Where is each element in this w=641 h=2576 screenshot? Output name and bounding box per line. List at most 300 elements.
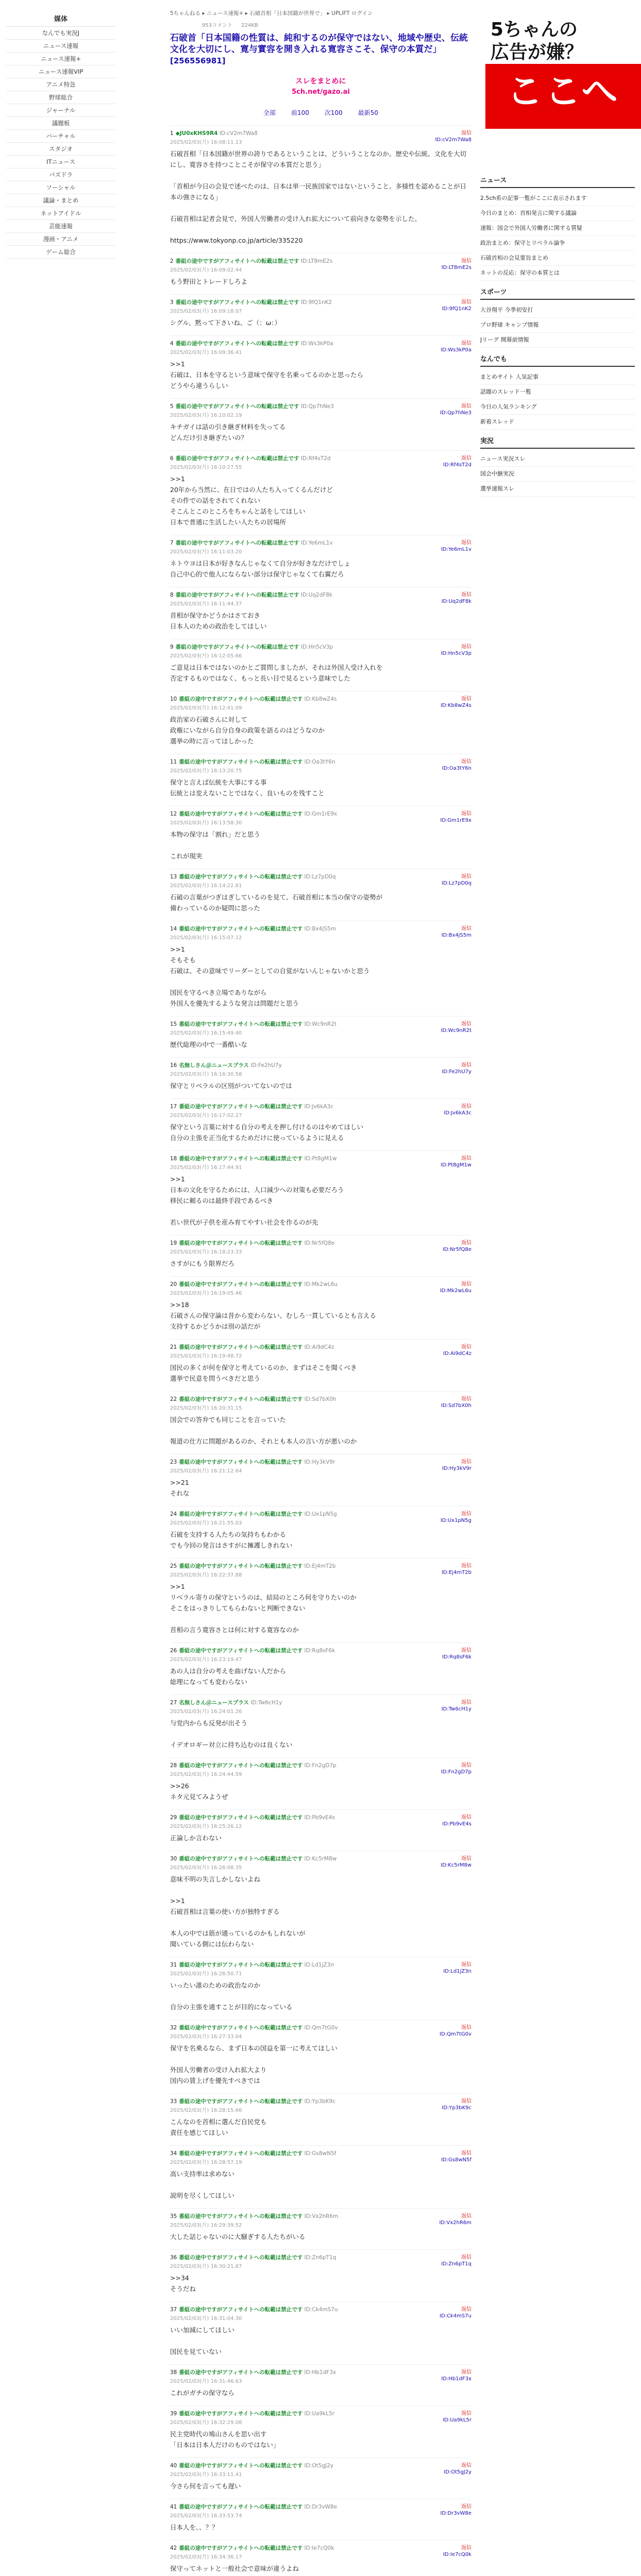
post-date: 2025/02/03(月) 16:33:11.41 [170,2472,242,2478]
post-number[interactable]: 42 [170,2545,177,2551]
post-number[interactable]: 39 [170,2411,177,2417]
post-number[interactable]: 11 [170,759,177,765]
post-number[interactable]: 32 [170,2025,177,2031]
post-actions [443,2410,471,2424]
reply-link[interactable]: 返信 [461,2504,471,2510]
reply-link[interactable]: 返信 [461,130,471,136]
post-body: 保守と言えば伝統を大事にする事 伝統とは変えないことではなく、良いものを残すこと [170,778,325,797]
post-actions [444,2462,471,2476]
post-author: 番組の途中ですがアフィサイトへの転載は禁止です [179,2504,303,2510]
post-id[interactable]: ID:Jv6kA3c [304,1104,334,1110]
thread-title[interactable] [170,32,471,66]
post [170,2208,471,2249]
reply-link[interactable]: 返信 [461,1104,471,1109]
id-link[interactable]: ID:Lz7pD0q [442,880,471,886]
post-id[interactable]: ID:Mk2wL6u [304,1281,338,1287]
post-number[interactable]: 26 [170,1648,177,1654]
thread-main [170,9,471,2576]
id-link[interactable]: ID:Hn5cV3p [441,651,471,656]
post-number[interactable]: 21 [170,1344,177,1350]
reply-link[interactable]: 返信 [461,258,471,264]
post-date: 2025/02/03(月) 16:16:30.58 [170,1072,242,1077]
post-body: 石破首相「日本国籍が世界の誇りであるということは、どういうことなのか。歴史や伝統、文化を大切にし、寛容さを持つことこそが保守の本質だと思う」 「首相が今日の会見で述べたのは、日本は単一民族国家ではないということ。多様性を認めることが日本の強さになる」 石破首相は記者会見で、外国人労働者の受け入れ拡大について前向きな姿勢を示した。 https://www.tokyonp.co.jp/article/335220 [170,150,467,244]
post-header [170,2503,471,2511]
sidebar-item[interactable]: 芸能速報 [6,220,115,233]
post-id[interactable]: ID:Ye6mL1v [300,540,333,546]
sidebar-item[interactable]: スタジオ [6,143,115,156]
post [170,1506,471,1558]
banner[interactable] [170,76,471,96]
post-number[interactable]: 41 [170,2504,177,2510]
post-header [170,1855,471,1862]
banner-line-2[interactable]: 5ch.net/gazo.ai [292,88,350,96]
post-author: 番組の途中ですがアフィサイトへの転載は禁止です [179,1104,303,1110]
reply-link[interactable]: 返信 [461,1648,471,1653]
post-header [170,1062,471,1069]
post-id[interactable]: ID:cV2m7Wa8 [219,130,258,137]
post-id[interactable]: ID:Qm7tG0v [304,2025,338,2031]
post-body: 保守を名乗るなら、まず日本の国益を第一に考えてほしい 外国人労働者の受け入れ拡大より 国内の賃上げを優先すべきでは [170,2044,338,2084]
sidebar-item[interactable]: ニュース速報 [6,40,115,53]
reply-link[interactable]: 返信 [461,2098,471,2104]
post-id[interactable]: ID:Vx2hR6m [304,2213,339,2219]
post-actions [442,591,471,605]
sidebar-item[interactable]: ネットアイドル [6,207,115,220]
post-actions [443,455,471,468]
post-number[interactable]: 1 [170,130,174,137]
post-id[interactable]: ID:Ck4mS7u [304,2307,338,2313]
id-link[interactable]: ID:Zn6pT1q [441,2261,471,2267]
post-header [170,1961,471,1969]
post-id[interactable]: ID:Gm1rE9x [304,811,338,817]
post [170,1057,471,1098]
id-link[interactable]: ID:Ot5gJ2y [444,2469,471,2475]
reply-link[interactable]: 返信 [461,341,471,346]
id-link[interactable]: ID:Nr5fQ8e [443,1247,471,1252]
ad-banner[interactable] [485,15,641,129]
post-id[interactable]: ID:Lz7pD0q [304,874,336,880]
post-id[interactable]: ID:Hn5cV3p [300,644,333,650]
post-number[interactable]: 23 [170,1459,177,1465]
post-date: 2025/02/03(月) 16:17:02.27 [170,1113,242,1118]
post-header [170,130,471,137]
rsidebar-section-title: 実況 [480,437,635,449]
post-id[interactable]: ID:Fn2gD7p [304,1762,336,1769]
id-link[interactable]: ID:Rf4sT2d [443,462,471,468]
sidebar-item[interactable]: 野球総合 [6,91,115,104]
rsidebar-item[interactable]: 話題のスレッド一覧 [480,385,635,400]
post-number[interactable]: 35 [170,2213,177,2219]
rsidebar-item[interactable]: Jリーグ 開幕前情報 [480,333,635,348]
reply-link[interactable]: 返信 [461,455,471,461]
post-date: 2025/02/03(月) 16:09:18.07 [170,309,242,314]
post-date: 2025/02/03(月) 16:29:39.52 [170,2223,242,2228]
post-actions [442,1459,471,1472]
rsidebar-item[interactable]: 国会中継実況 [480,467,635,482]
post-header [170,340,471,347]
reply-link[interactable]: 返信 [461,1240,471,1246]
reply-link[interactable]: 返信 [461,759,471,765]
id-link[interactable]: ID:Rq8sF6k [442,1654,471,1660]
post-date: 2025/02/03(月) 16:10:02.19 [170,413,242,418]
sidebar-item[interactable]: パズドラ [6,168,115,181]
id-link[interactable]: ID:Qp7hNe3 [440,410,471,416]
post-id[interactable]: ID:Pb9vE4s [304,1815,335,1821]
post-number[interactable]: 19 [170,1240,177,1246]
post-id[interactable]: ID:Ws3kP0a [300,341,333,347]
reply-link[interactable]: 返信 [461,1563,471,1569]
rsidebar-section-title: スポーツ [480,288,635,300]
post-body: 保守ってネットと一般社会で意味が違うよね [170,2565,299,2572]
post-id[interactable]: ID:Ld1jZ3n [304,1962,334,1968]
rsidebar-section-title: ニュース [480,176,635,188]
post-number[interactable]: 13 [170,874,177,880]
post-id[interactable]: ID:Kc5rM8w [304,1856,337,1862]
post-body: 高い支持率は求めない 説明を尽くしてほしい [170,2170,235,2199]
post-id[interactable]: ID:Uq2dF8k [300,592,333,598]
post-body: あの人は自分の考えを曲げない人だから 総理になっても変わらない [170,1667,286,1686]
post-number[interactable]: 6 [170,455,174,462]
post-body: >>1 そもそも 石破は、その意味でリーダーとしての自覚がないんじゃないかと思う 国民を守るべき立場でありながら 外国人を優先するような発言は問題だと思う [170,945,370,1007]
post-number[interactable]: 4 [170,341,174,347]
rsidebar-item[interactable]: まとめサイト 人気記事 [480,370,635,385]
rsidebar-item[interactable]: ネットの反応：保守の本質とは [480,266,635,281]
reply-link[interactable]: 返信 [461,696,471,702]
post-header [170,258,471,265]
thread-tabs [170,108,471,117]
post-header [170,2150,471,2157]
id-link[interactable]: ID:Oa3tY6n [442,766,471,771]
reply-link[interactable]: 返信 [461,2369,471,2375]
reply-link[interactable]: 返信 [461,592,471,598]
reply-link[interactable]: 返信 [461,1962,471,1968]
rsidebar-item[interactable]: 今日の人気ランキング [480,400,635,415]
id-link[interactable]: ID:9fQ1nK2 [442,306,471,312]
post [170,869,471,921]
post-author: 番組の途中ですがアフィサイトへの転載は禁止です [179,1563,303,1569]
post-id[interactable]: ID:Ej4mT2b [304,1563,336,1569]
tab-next-100[interactable]: 次100 [324,109,343,116]
post-number[interactable]: 38 [170,2369,177,2376]
post-number[interactable]: 22 [170,1396,177,1402]
tab-all[interactable]: 全部 [263,109,276,116]
post-id[interactable]: ID:9fQ1nK2 [300,299,332,306]
id-link[interactable]: ID:Ai9dC4z [443,1351,471,1357]
sidebar-item[interactable]: バーチャル [6,130,115,143]
post-actions [443,2545,471,2558]
post-number[interactable]: 14 [170,926,177,932]
post-body: いったい誰のための政治なのか 自分の主張を通すことが目的になっている [170,1981,293,2011]
id-link[interactable]: ID:Wc9nR2t [441,1028,471,1033]
post-id[interactable]: ID:Rq8sF6k [304,1648,335,1654]
reply-link[interactable]: 返信 [461,811,471,817]
post-actions [443,1961,471,1975]
id-link[interactable]: ID:Gm1rE9x [440,818,471,823]
breadcrumb[interactable]: 5ちゃんねる ▸ ニュース速報+ ▸ 石破首相「日本国籍が世界で」 ▸ UPLIFT ログイン [170,10,373,16]
post-date: 2025/02/03(月) 16:08:11.13 [170,140,242,145]
post [170,691,471,754]
id-link[interactable]: ID:Dr3vW8e [440,2511,471,2516]
post-body: もう野田とトレードしろよ [170,278,248,285]
reply-link[interactable]: 返信 [461,403,471,409]
post-id[interactable]: ID:Wc9nR2t [304,1021,336,1027]
reply-link[interactable]: 返信 [461,644,471,650]
reply-link[interactable]: 返信 [461,1062,471,1068]
id-link[interactable]: ID:Yp3bK9c [442,2105,471,2111]
post-number[interactable]: 16 [170,1062,177,1069]
id-link[interactable]: ID:Ye6mL1v [441,547,471,552]
post-number[interactable]: 18 [170,1156,177,1162]
post-number[interactable]: 37 [170,2307,177,2313]
id-link[interactable]: ID:Ua9kL5r [443,2417,471,2423]
id-link[interactable]: ID:cV2m7Wa8 [435,137,471,143]
post-number[interactable]: 20 [170,1281,177,1287]
post-number[interactable]: 40 [170,2463,177,2469]
reply-link[interactable]: 返信 [461,1762,471,1768]
post-body: >>1 石破は、日本を守るという意味で保守を名乗ってるのかと思ったら どうやら違うらしい [170,360,364,389]
post-author: 番組の途中ですがアフィサイトへの転載は禁止です [175,592,299,598]
post-id[interactable]: ID:Gs8wN5f [304,2150,336,2157]
id-link[interactable]: ID:Hy3kV9r [442,1466,471,1471]
sidebar-item[interactable]: ゲーム総合 [6,246,115,259]
post-body: 与党内からも反発が出そう イデオロギー対立に持ち込むのは良くない [170,1719,293,1749]
reply-link[interactable]: 返信 [461,2025,471,2030]
post-author: 番組の途中ですがアフィサイトへの転載は禁止です [179,1344,303,1350]
id-link[interactable]: ID:Pb9vE4s [442,1821,471,1827]
post [170,2020,471,2093]
post-number[interactable]: 9 [170,644,174,650]
post [170,754,471,806]
reply-link[interactable]: 返信 [461,2307,471,2312]
id-link[interactable]: ID:Qm7tG0v [440,2031,471,2037]
rsidebar-item[interactable]: 今日のまとめ：首相発言に関する議論 [480,206,635,221]
post-header [170,873,471,880]
post-body: ネトウヨは日本が好きなんじゃなくて自分が好きなだけでしょ 自己中心的で他人にならない部分は保守じゃなくて右翼だろ [170,560,351,578]
post-id[interactable]: ID:Yp3bK9c [304,2098,336,2105]
post-header [170,2369,471,2376]
post-date: 2025/02/03(月) 16:14:22.81 [170,883,242,889]
rsidebar-item[interactable]: ニュース実況スレ [480,452,635,467]
post-date: 2025/02/03(月) 16:11:03.20 [170,549,242,555]
id-link[interactable]: ID:Uq2dF8k [441,599,471,604]
post-actions [440,2503,471,2517]
post-actions [442,1699,471,1713]
reply-link[interactable]: 返信 [461,540,471,546]
id-link[interactable]: ID:Jv6kA3c [444,1110,471,1116]
id-link[interactable]: ID:Ck4mS7u [440,2313,471,2319]
post-date: 2025/02/03(月) 16:33:53.74 [170,2513,242,2519]
sidebar-item[interactable]: 議題板 [6,117,115,130]
reply-link[interactable]: 返信 [461,1156,471,1161]
sidebar-item[interactable]: ニュース速報VIP [6,65,115,78]
post-body: >>34 そうだね [170,2274,196,2293]
id-link[interactable]: ID:Sd7bX0h [441,1403,471,1409]
post-id[interactable]: ID:Ux1pN5g [304,1511,337,1517]
post-actions [440,1281,471,1294]
sidebar-item[interactable]: ニュース速報+ [6,53,115,65]
post-body: 日本人を、、？？ [170,2523,218,2531]
sidebar-item[interactable]: ITニュース [6,156,115,168]
tab-latest-50[interactable]: 最新50 [358,109,379,116]
sidebar-item[interactable]: 漫画・アニメ [6,233,115,246]
sidebar-item[interactable]: ジャーナル [6,104,115,117]
post-number[interactable]: 27 [170,1700,177,1706]
post-number[interactable]: 8 [170,592,174,598]
reply-link[interactable]: 返信 [461,2411,471,2416]
post-actions [441,1155,471,1168]
post-date: 2025/02/03(月) 16:28:15.66 [170,2108,242,2113]
post-actions [441,539,471,553]
sidebar-item[interactable]: アニメ特急 [6,78,115,91]
reply-link[interactable]: 返信 [461,1021,471,1027]
id-link[interactable]: ID:Mk2wL6u [440,1288,471,1294]
post-number[interactable]: 12 [170,811,177,817]
post-id[interactable]: ID:Rf4sT2d [300,455,331,462]
post-number[interactable]: 24 [170,1511,177,1517]
post-body: これがガチの保守なら [170,2389,235,2397]
post-date: 2025/02/03(月) 16:11:44.37 [170,601,242,607]
reply-link[interactable]: 返信 [461,1281,471,1287]
sidebar-item[interactable]: 議論・まとめ [6,194,115,207]
rsidebar-item[interactable]: 石破首相の会見要旨まとめ [480,251,635,266]
reply-link[interactable]: 返信 [461,1511,471,1517]
post-number[interactable]: 29 [170,1815,177,1821]
thread-title-text[interactable]: 石破首「日本国籍の性質は、純和するのが保守ではない、地域や歴史、伝統文化を大切にし、寛与實容を開き入れる寛容さこそ、保守の本質だ」 [170,33,468,55]
post-actions [443,1240,471,1253]
id-link[interactable]: ID:Tw6cH1y [441,1706,471,1712]
tab-prev-100[interactable]: 前100 [291,109,309,116]
post-id[interactable]: ID:Fe2hU7y [250,1062,282,1069]
post-id[interactable]: ID:Zn6pT1q [304,2255,336,2261]
post-id[interactable]: ID:LT8mE2s [300,258,333,264]
id-link[interactable]: ID:Hb1dF3x [441,2376,471,2382]
id-link[interactable]: ID:Kc5rM8w [441,1862,471,1868]
post-number[interactable]: 10 [170,696,177,702]
reply-link[interactable]: 返信 [461,1856,471,1861]
rsidebar-item[interactable]: 2.5ch系の記事一覧がここに表示されます [480,191,635,206]
post-number[interactable]: 31 [170,1962,177,1968]
sidebar-item[interactable]: なんでも実況J [6,27,115,40]
post-author: 番組の途中ですがアフィサイトへの転載は禁止です [179,2463,303,2469]
post-id[interactable]: ID:Nr5fQ8e [304,1240,335,1246]
post-author: 番組の途中ですがアフィサイトへの転載は禁止です [179,811,303,817]
reply-link[interactable]: 返信 [461,1396,471,1402]
post-author: ◆JU0xKHS9R4 [175,130,218,137]
reply-link[interactable]: 返信 [461,2213,471,2219]
reply-link[interactable]: 返信 [461,1815,471,1820]
post-header [170,2462,471,2469]
post-number[interactable]: 2 [170,258,174,264]
post-date: 2025/02/03(月) 16:19:05.46 [170,1291,242,1296]
post [170,2093,471,2145]
post-id[interactable]: ID:Ua9kL5r [304,2411,335,2417]
sidebar-item[interactable]: ソーシャル [6,181,115,194]
thread-id: [256556981] [170,56,226,65]
reply-link[interactable]: 返信 [461,1700,471,1705]
post-author: 番組の途中ですがアフィサイトへの転載は禁止です [179,1021,303,1027]
post-id[interactable]: ID:Ai9dC4z [304,1344,334,1350]
reply-link[interactable]: 返信 [461,926,471,931]
id-link[interactable]: ID:Bx4jS5m [441,933,471,938]
id-link[interactable]: ID:Ej4mT2b [441,1570,471,1575]
post-number[interactable]: 28 [170,1762,177,1769]
id-link[interactable]: ID:Fn2gD7p [441,1769,471,1775]
reply-link[interactable]: 返信 [461,2545,471,2551]
id-link[interactable]: ID:LT8mE2s [441,265,471,270]
rsidebar-item[interactable]: 新着スレッド [480,415,635,430]
post-id[interactable]: ID:Bx4jS5m [304,926,336,932]
post-header [170,1155,471,1162]
id-link[interactable]: ID:Ie7cQ0k [443,2552,471,2557]
post-id[interactable]: ID:Hy3kV9r [304,1459,335,1465]
post-id[interactable]: ID:Ie7cQ0k [304,2545,334,2551]
id-link[interactable]: ID:Pt8gM1w [441,1162,471,1168]
id-link[interactable]: ID:Ux1pN5g [440,1518,471,1523]
post-id[interactable]: ID:Hb1dF3x [304,2369,336,2376]
id-link[interactable]: ID:Ld1jZ3n [443,1969,471,1974]
reply-link[interactable]: 返信 [461,299,471,305]
post-id[interactable]: ID:Ot5gJ2y [304,2463,334,2469]
reply-link[interactable]: 返信 [461,2255,471,2260]
post-number[interactable]: 34 [170,2150,177,2157]
reply-link[interactable]: 返信 [461,2463,471,2468]
reply-link[interactable]: 返信 [461,874,471,879]
rsidebar-item[interactable]: 大谷翔平 今季初安打 [480,303,635,318]
thread-meta [202,21,471,28]
rsidebar-item[interactable]: 選挙速報スレ [480,482,635,497]
post-date: 2025/02/03(月) 16:23:19.47 [170,1657,242,1663]
post-id[interactable]: ID:Oa3tY6n [304,759,335,765]
post-id[interactable]: ID:Kb8wZ4s [304,696,337,702]
post-number[interactable]: 36 [170,2255,177,2261]
post-header [170,539,471,547]
post-number[interactable]: 17 [170,1104,177,1110]
reply-link[interactable]: 返信 [461,2150,471,2156]
post-number[interactable]: 33 [170,2098,177,2105]
post [170,1809,471,1851]
post-id[interactable]: ID:Sd7bX0h [304,1396,336,1402]
id-link[interactable]: ID:Ws3kP0a [441,347,471,353]
post-author: 番組の途中ですがアフィサイトへの転載は禁止です [179,2255,303,2261]
post-id[interactable]: ID:Pt8gM1w [304,1156,337,1162]
rsidebar-item[interactable]: プロ野球 キャンプ情報 [480,318,635,333]
reply-link[interactable]: 返信 [461,1344,471,1350]
post-number[interactable]: 5 [170,403,174,410]
post-actions [443,1344,471,1357]
post-actions [442,1647,471,1660]
post-body: キチガイは話の引き継ぎ材料を失ってる どんだけ引き継ぎたいの？ [170,423,286,442]
post [170,294,471,335]
post-number[interactable]: 15 [170,1021,177,1027]
rsidebar-item[interactable]: 速報：国会で外国人労働者に関する質疑 [480,221,635,236]
id-link[interactable]: ID:Kb8wZ4s [441,703,471,708]
post-id[interactable]: ID:Tw6cH1y [250,1700,282,1706]
post-author: 番組の途中ですがアフィサイトへの転載は禁止です [179,1762,303,1769]
post-number[interactable]: 25 [170,1563,177,1569]
id-link[interactable]: ID:Vx2hR6m [439,2220,471,2226]
post-date: 2025/02/03(月) 16:10:27.55 [170,465,242,470]
post-id[interactable]: ID:Qp7hNe3 [300,403,334,410]
post-number[interactable]: 7 [170,540,174,546]
id-link[interactable]: ID:Gs8wN5f [441,2157,471,2163]
reply-link[interactable]: 返信 [461,1459,471,1465]
rsidebar-item[interactable]: 政治まとめ：保守とリベラル論争 [480,236,635,251]
post-id[interactable]: ID:Dr3vW8e [304,2504,338,2510]
id-link[interactable]: ID:Fe2hU7y [442,1069,471,1075]
post-body: 国会での答弁でも同じことを言っていた 報道の仕方に問題があるのか、それとも本人の言い方が悪いのか [170,1416,357,1445]
post-number[interactable]: 3 [170,299,174,306]
post-number[interactable]: 30 [170,1856,177,1862]
